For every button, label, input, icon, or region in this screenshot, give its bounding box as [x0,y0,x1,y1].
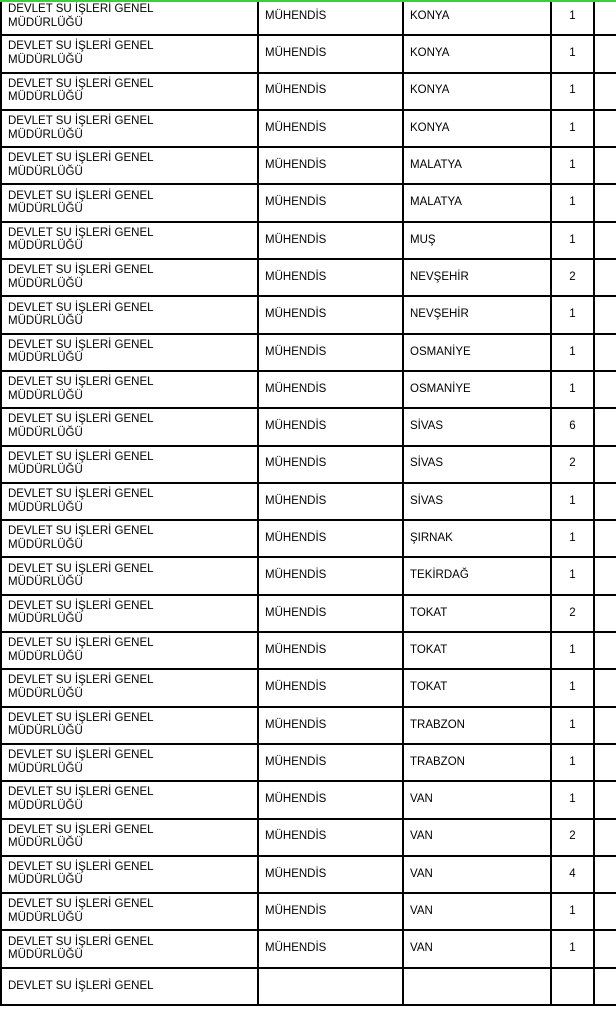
institution-cell [1,110,258,147]
trailing-cell [594,707,616,744]
city-cell: KONYA [403,35,551,72]
table-row [1,632,616,669]
institution-cell [1,968,258,1005]
trailing-cell [594,669,616,706]
institution-line-1: DEVLET SU İŞLERİ GENEL [8,450,154,463]
trailing-cell [594,856,616,893]
institution-cell [1,147,258,184]
count-cell: 1 [551,35,594,72]
city-cell: TRABZON [403,707,551,744]
institution-cell [1,408,258,445]
trailing-cell [594,0,616,35]
institution-line-2: MÜDÜRLÜĞÜ [8,576,83,589]
institution-cell [1,73,258,110]
count-cell: 1 [551,334,594,371]
trailing-cell [594,408,616,445]
trailing-cell [594,222,616,259]
institution-cell [1,0,258,35]
institution-cell [1,184,258,221]
table-row [1,893,616,930]
city-cell: NEVŞEHİR [403,259,551,296]
count-cell: 1 [551,632,594,669]
institution-line-1: DEVLET SU İŞLERİ GENEL [8,338,154,351]
table-row [1,296,616,333]
title-cell: MÜHENDİS [258,744,403,781]
institution-line-2: MÜDÜRLÜĞÜ [8,911,83,924]
table-row [1,110,616,147]
count-cell: 1 [551,0,594,35]
institution-cell [1,930,258,967]
institution-cell [1,819,258,856]
title-cell: MÜHENDİS [258,520,403,557]
count-cell: 2 [551,595,594,632]
count-cell: 1 [551,893,594,930]
city-cell: SİVAS [403,446,551,483]
trailing-cell [594,147,616,184]
institution-line-2: MÜDÜRLÜĞÜ [8,16,83,29]
institution-line-2: MÜDÜRLÜĞÜ [8,91,83,104]
institution-cell [1,632,258,669]
title-cell: MÜHENDİS [258,707,403,744]
institution-line-1: DEVLET SU İŞLERİ GENEL [8,599,154,612]
table-row [1,968,616,1005]
table-row [1,0,616,35]
institution-line-1: DEVLET SU İŞLERİ GENEL [8,749,154,762]
title-cell: MÜHENDİS [258,557,403,594]
institution-cell [1,334,258,371]
title-cell: MÜHENDİS [258,296,403,333]
table-row [1,147,616,184]
institution-line-2: MÜDÜRLÜĞÜ [8,203,83,216]
count-cell: 1 [551,184,594,221]
institution-line-1: DEVLET SU İŞLERİ GENEL [8,3,154,16]
table-row [1,408,616,445]
count-cell: 1 [551,930,594,967]
city-cell: MALATYA [403,147,551,184]
trailing-cell [594,446,616,483]
institution-line-2: MÜDÜRLÜĞÜ [8,501,83,514]
institution-line-2: MÜDÜRLÜĞÜ [8,352,83,365]
table-row [1,184,616,221]
institution-cell [1,669,258,706]
city-cell: VAN [403,893,551,930]
institution-line-1: DEVLET SU İŞLERİ GENEL [8,860,154,873]
city-cell: KONYA [403,110,551,147]
trailing-cell [594,296,616,333]
institution-line-2: MÜDÜRLÜĞÜ [8,613,83,626]
trailing-cell [594,968,616,1005]
trailing-cell [594,184,616,221]
trailing-cell [594,35,616,72]
count-cell: 2 [551,819,594,856]
trailing-cell [594,595,616,632]
count-cell: 2 [551,259,594,296]
institution-line-2: MÜDÜRLÜĞÜ [8,315,83,328]
city-cell: OSMANİYE [403,334,551,371]
count-cell: 1 [551,744,594,781]
institution-line-1: DEVLET SU İŞLERİ GENEL [8,488,154,500]
institution-line-1: DEVLET SU İŞLERİ GENEL [8,301,154,314]
title-cell: MÜHENDİS [258,408,403,445]
city-cell: MUŞ [403,222,551,259]
count-cell: 2 [551,446,594,483]
institution-line-1: DEVLET SU İŞLERİ GENEL [8,786,154,799]
city-cell: KONYA [403,73,551,110]
city-cell: TEKİRDAĞ [403,557,551,594]
institution-line-1: DEVLET SU İŞLERİ GENEL [8,711,154,724]
trailing-cell [594,819,616,856]
trailing-cell [594,744,616,781]
institution-line-2: MÜDÜRLÜĞÜ [8,389,83,402]
city-cell: ŞIRNAK [403,520,551,557]
trailing-cell [594,930,616,967]
title-cell: MÜHENDİS [258,259,403,296]
table-row [1,557,616,594]
trailing-cell [594,632,616,669]
institution-cell [1,707,258,744]
city-cell: TOKAT [403,595,551,632]
institution-line-1: DEVLET SU İŞLERİ GENEL [8,77,154,90]
institution-line-1: DEVLET SU İŞLERİ GENEL [8,674,154,687]
title-cell: MÜHENDİS [258,147,403,184]
city-cell: KONYA [403,0,551,35]
count-cell: 1 [551,147,594,184]
institution-cell [1,222,258,259]
trailing-cell [594,259,616,296]
count-cell: 1 [551,781,594,818]
institution-line-1: DEVLET SU İŞLERİ GENEL [8,376,154,389]
institution-cell [1,35,258,72]
table-row [1,520,616,557]
institution-line-1: DEVLET SU İŞLERİ GENEL [8,115,154,128]
table-row [1,35,616,72]
institution-line-2: MÜDÜRLÜĞÜ [8,687,83,700]
institution-line-2: MÜDÜRLÜĞÜ [8,538,83,551]
city-cell: VAN [403,930,551,967]
count-cell: 1 [551,707,594,744]
count-cell: 1 [551,296,594,333]
institution-line-2: MÜDÜRLÜĞÜ [8,240,83,253]
table-row [1,669,616,706]
count-cell: 1 [551,371,594,408]
city-cell: OSMANİYE [403,371,551,408]
city-cell: TRABZON [403,744,551,781]
institution-line-1: DEVLET SU İŞLERİ GENEL [8,979,154,992]
title-cell: MÜHENDİS [258,781,403,818]
title-cell: MÜHENDİS [258,483,403,520]
city-cell: NEVŞEHİR [403,296,551,333]
title-cell: MÜHENDİS [258,35,403,72]
table-row [1,371,616,408]
table-row [1,73,616,110]
title-cell: MÜHENDİS [258,371,403,408]
institution-line-1: DEVLET SU İŞLERİ GENEL [8,935,154,948]
count-cell: 1 [551,222,594,259]
institution-line-1: DEVLET SU İŞLERİ GENEL [8,152,154,165]
count-cell: 1 [551,520,594,557]
institution-line-2: MÜDÜRLÜĞÜ [8,799,83,812]
city-cell: TOKAT [403,632,551,669]
institution-line-2: MÜDÜRLÜĞÜ [8,53,83,66]
title-cell: MÜHENDİS [258,110,403,147]
count-cell: 4 [551,856,594,893]
count-cell: 1 [551,557,594,594]
title-cell: MÜHENDİS [258,334,403,371]
institution-cell [1,446,258,483]
table-row [1,259,616,296]
title-cell: MÜHENDİS [258,184,403,221]
trailing-cell [594,483,616,520]
institution-line-2: MÜDÜRLÜĞÜ [8,949,83,962]
table-row [1,781,616,818]
table-row [1,483,616,520]
table-row [1,819,616,856]
trailing-cell [594,557,616,594]
city-cell: TOKAT [403,669,551,706]
city-cell: VAN [403,819,551,856]
count-cell: 6 [551,408,594,445]
selection-top-edge [0,0,616,2]
count-cell: 1 [551,483,594,520]
count-cell: 1 [551,669,594,706]
institution-line-1: DEVLET SU İŞLERİ GENEL [8,40,154,53]
institution-line-1: DEVLET SU İŞLERİ GENEL [8,823,154,836]
title-cell: MÜHENDİS [258,632,403,669]
institution-line-1: DEVLET SU İŞLERİ GENEL [8,525,154,538]
city-cell: MALATYA [403,184,551,221]
count-cell [551,968,594,1005]
institution-line-2: MÜDÜRLÜĞÜ [8,464,83,477]
trailing-cell [594,73,616,110]
institution-cell [1,296,258,333]
city-cell: SİVAS [403,483,551,520]
table-row [1,595,616,632]
institution-line-1: DEVLET SU İŞLERİ GENEL [8,637,154,650]
trailing-cell [594,520,616,557]
institution-cell [1,483,258,520]
institution-line-1: DEVLET SU İŞLERİ GENEL [8,226,154,239]
title-cell: MÜHENDİS [258,595,403,632]
title-cell: MÜHENDİS [258,669,403,706]
institution-cell [1,893,258,930]
city-cell [403,968,551,1005]
city-cell: SİVAS [403,408,551,445]
table-row [1,222,616,259]
institution-line-2: MÜDÜRLÜĞÜ [8,650,83,663]
institution-line-2: MÜDÜRLÜĞÜ [8,165,83,178]
trailing-cell [594,781,616,818]
trailing-cell [594,110,616,147]
table-row [1,446,616,483]
institution-cell [1,595,258,632]
institution-cell [1,781,258,818]
title-cell: MÜHENDİS [258,222,403,259]
institution-line-2: MÜDÜRLÜĞÜ [8,426,83,439]
title-cell: MÜHENDİS [258,930,403,967]
institution-line-2: MÜDÜRLÜĞÜ [8,725,83,738]
institution-line-2: MÜDÜRLÜĞÜ [8,837,83,850]
trailing-cell [594,893,616,930]
table-row [1,856,616,893]
title-cell: MÜHENDİS [258,893,403,930]
institution-line-1: DEVLET SU İŞLERİ GENEL [8,898,154,911]
institution-line-2: MÜDÜRLÜĞÜ [8,762,83,775]
institution-line-1: DEVLET SU İŞLERİ GENEL [8,189,154,202]
title-cell: MÜHENDİS [258,73,403,110]
city-cell: VAN [403,856,551,893]
trailing-cell [594,371,616,408]
count-cell: 1 [551,73,594,110]
count-cell: 1 [551,110,594,147]
title-cell: MÜHENDİS [258,819,403,856]
institution-cell [1,520,258,557]
title-cell [258,968,403,1005]
table-row [1,744,616,781]
table-row [1,707,616,744]
institution-cell [1,557,258,594]
institution-cell [1,856,258,893]
table-row [1,930,616,967]
institution-line-2: MÜDÜRLÜĞÜ [8,277,83,290]
trailing-cell [594,334,616,371]
title-cell: MÜHENDİS [258,856,403,893]
institution-line-2: MÜDÜRLÜĞÜ [8,128,83,141]
institution-line-1: DEVLET SU İŞLERİ GENEL [8,413,154,426]
title-cell: MÜHENDİS [258,446,403,483]
institution-cell [1,259,258,296]
institution-line-1: DEVLET SU İŞLERİ GENEL [8,562,154,575]
city-cell: VAN [403,781,551,818]
table-row [1,334,616,371]
positions-table-body [1,0,616,1005]
title-cell: MÜHENDİS [258,0,403,35]
institution-line-2: MÜDÜRLÜĞÜ [8,874,83,887]
institution-cell [1,371,258,408]
institution-line-1: DEVLET SU İŞLERİ GENEL [8,264,154,277]
institution-cell [1,744,258,781]
